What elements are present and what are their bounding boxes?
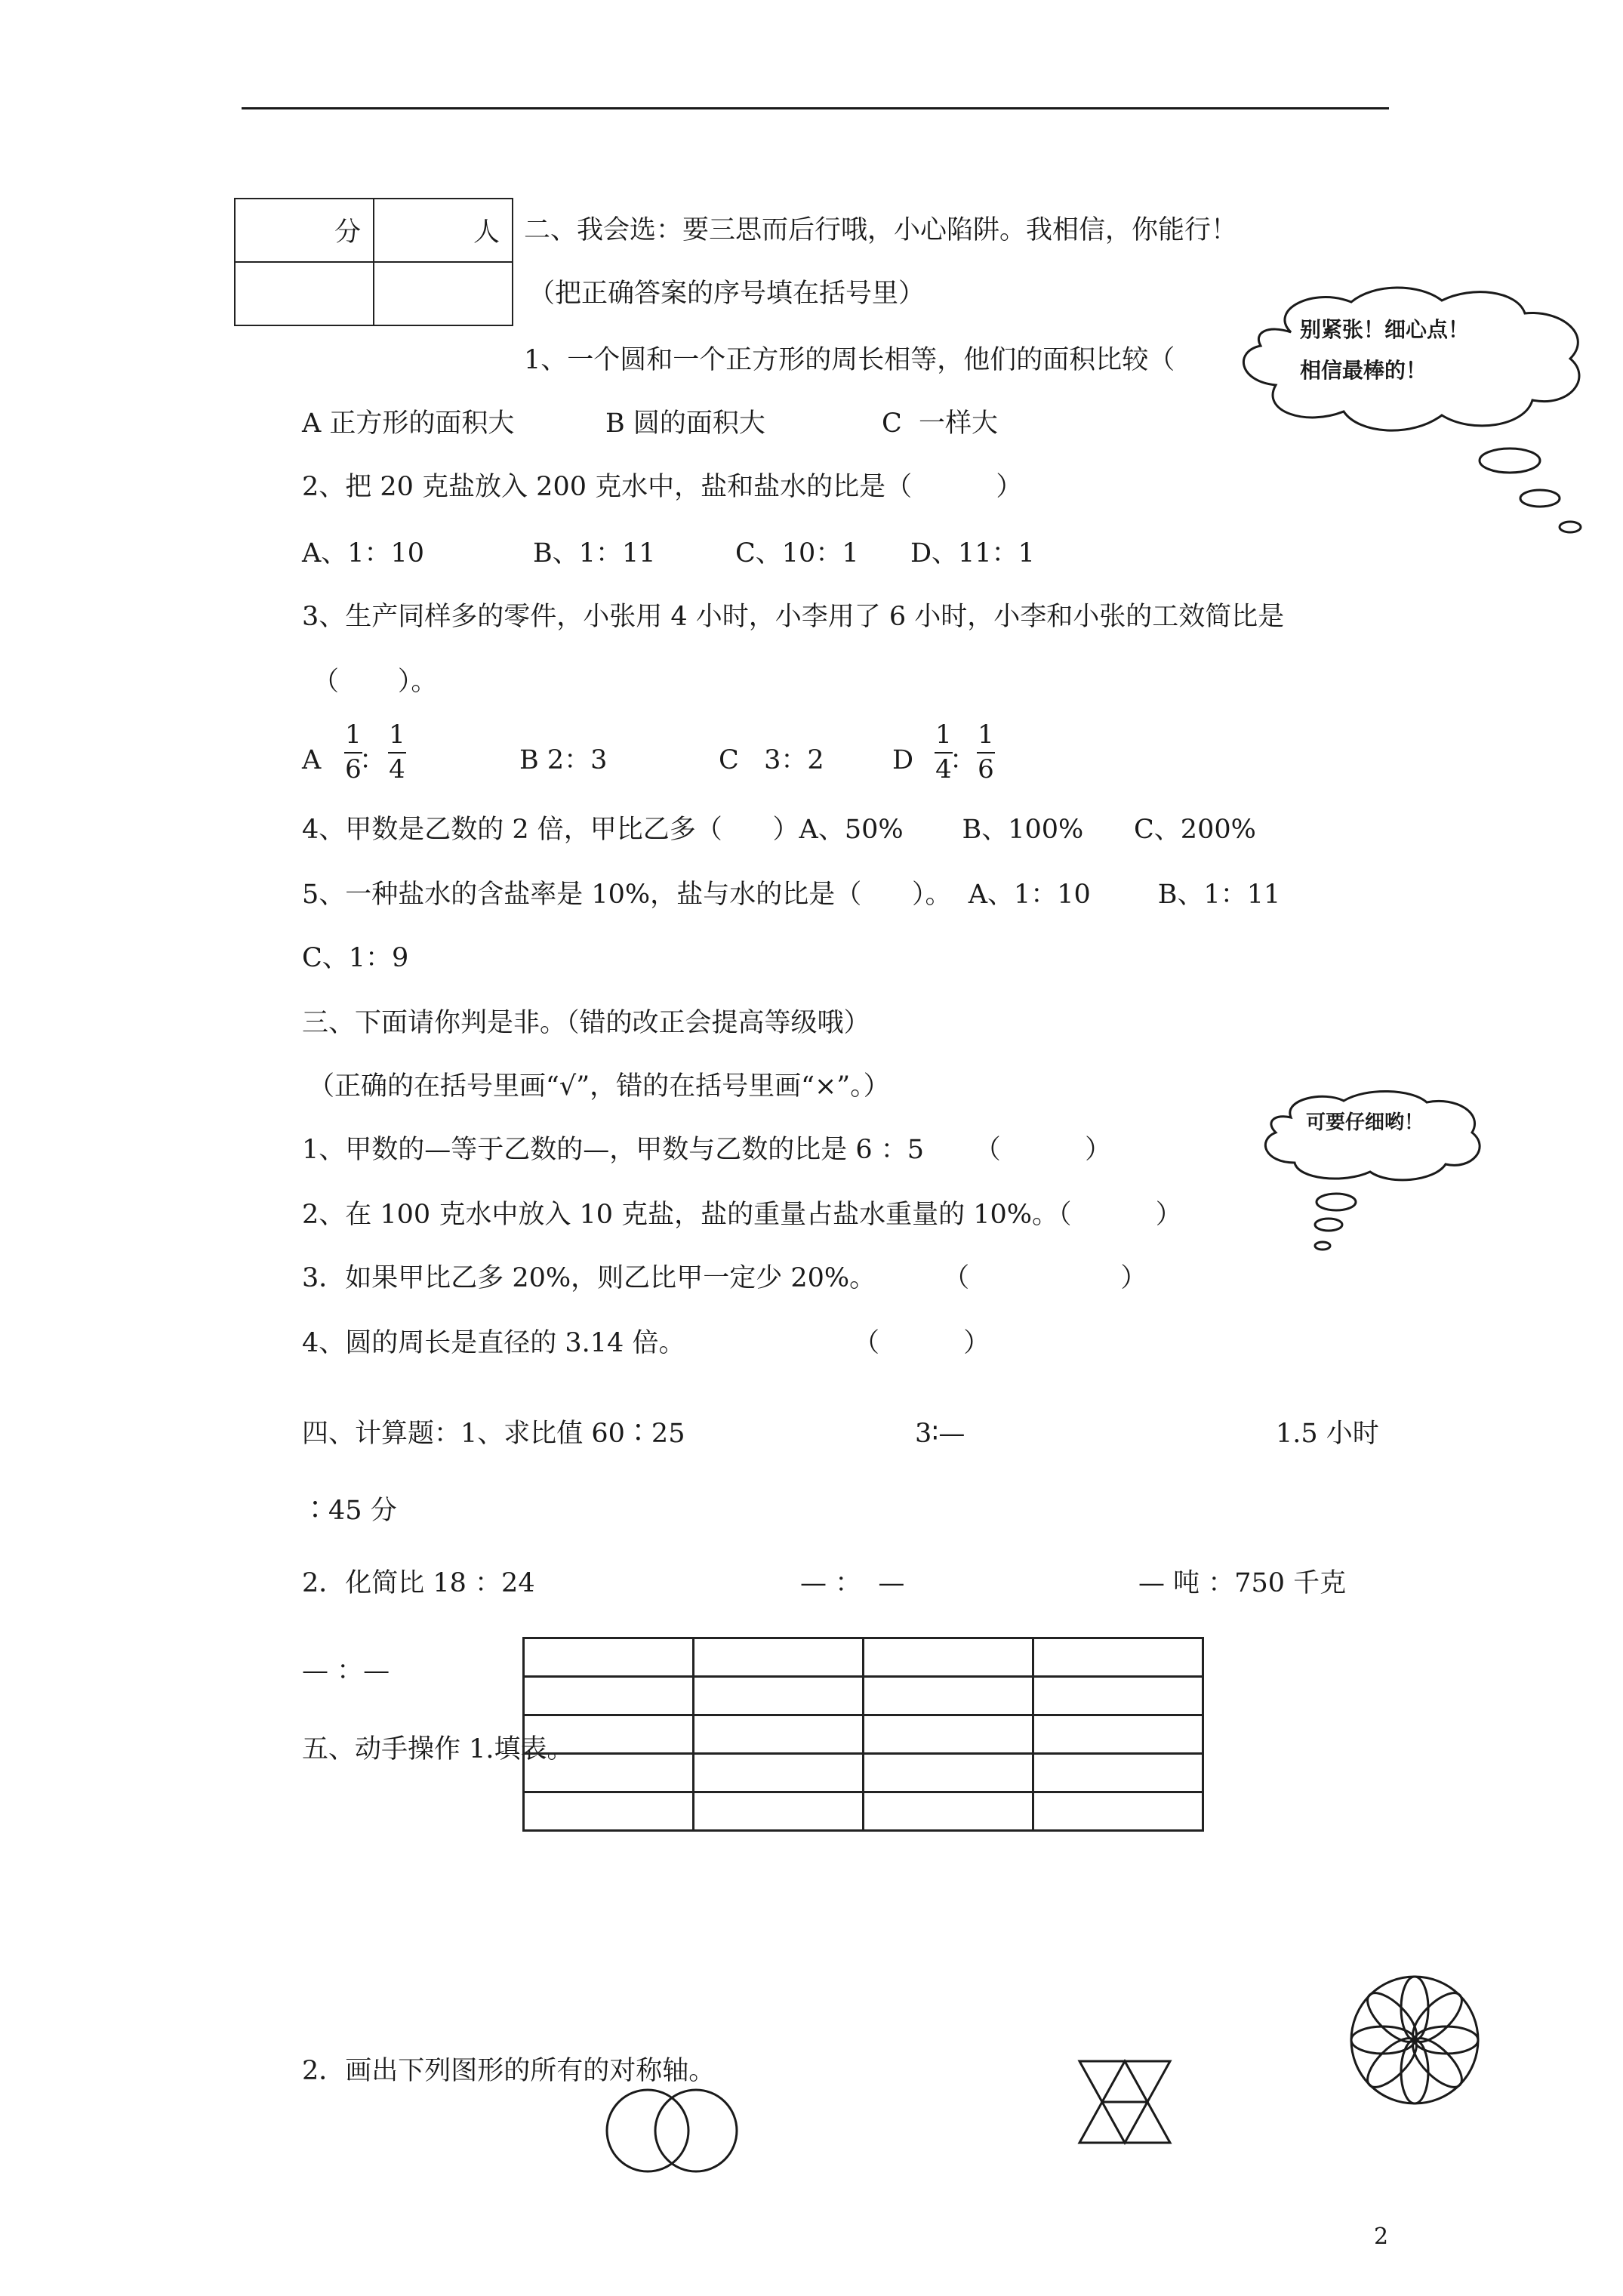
flower-circle-figure — [1347, 1972, 1483, 2108]
q3-answer-blank: （ ）。 — [313, 667, 438, 697]
grader-label: 人 — [374, 199, 513, 262]
q1-option-b: B 圆的面积大 — [605, 408, 765, 439]
q3-a-separator: ： — [359, 745, 387, 775]
table-row — [524, 1792, 1203, 1831]
question-2-3: 3、生产同样多的零件，小张用 4 小时，小李用了 6 小时，小李和小张的工效简比是 — [302, 602, 1285, 632]
section2-instruction: （把正确答案的序号填在括号里） — [528, 279, 925, 309]
table-cell[interactable] — [524, 1638, 694, 1677]
q1-option-a: A 正方形的面积大 — [302, 408, 515, 439]
section3-title: 三、下面请你判是非。（错的改正会提高等级哦） — [302, 1008, 870, 1038]
section5-title: 五、动手操作 1.填表。 — [302, 1734, 574, 1764]
table-cell[interactable] — [864, 1715, 1033, 1754]
question-2-4: 4、甲数是乙数的 2 倍，甲比乙多（ ）A、50% B、100% C、200% — [302, 815, 1256, 845]
section4-line1-a: 四、计算题：1、求比值 60∶25 — [302, 1419, 685, 1449]
overlapping-circles-figure — [604, 2084, 747, 2174]
table-cell[interactable] — [1033, 1677, 1203, 1715]
table-cell[interactable] — [524, 1792, 694, 1831]
section4-line1-b: 3∶— — [915, 1419, 965, 1449]
q3-option-c: C 3：2 — [719, 745, 824, 775]
table-cell[interactable] — [524, 1677, 694, 1715]
table-row — [524, 1638, 1203, 1677]
section4-line2-b: — ： — — [800, 1568, 905, 1598]
bubble-1-line-1: 别紧张！细心点！ — [1300, 317, 1470, 342]
judge-item-3: 3．如果甲比乙多 20%，则乙比甲一定少 20%。 （ ） — [302, 1263, 1147, 1293]
question-2-1: 1、一个圆和一个正方形的周长相等，他们的面积比较（ — [524, 345, 1175, 375]
table-cell[interactable] — [864, 1638, 1033, 1677]
q3-option-a-label: A — [302, 745, 322, 775]
table-cell[interactable] — [694, 1638, 864, 1677]
bubble-2-text: 可要仔细哟！ — [1306, 1111, 1424, 1134]
fill-in-table — [522, 1637, 1204, 1832]
header-rule — [242, 107, 1389, 109]
table-cell[interactable] — [694, 1754, 864, 1792]
table-row — [524, 1677, 1203, 1715]
section4-line1-c: 1.5 小时 — [1276, 1419, 1379, 1449]
question-2-5: 5、一种盐水的含盐率是 10%，盐与水的比是（ ）。 A、1：10 B、1：11 — [302, 880, 1281, 910]
q3-d-separator: ： — [950, 745, 977, 775]
section4-line2-c: — 吨 ：750 千克 — [1138, 1568, 1347, 1598]
section4-line1-cont: ∶45 分 — [302, 1496, 397, 1526]
fraction-denominator: 6 — [978, 754, 994, 784]
table-cell[interactable] — [694, 1792, 864, 1831]
question-2-2: 2、把 20 克盐放入 200 克水中，盐和盐水的比是（ ） — [302, 472, 1023, 502]
fraction-bar — [977, 752, 995, 754]
table-cell[interactable] — [1033, 1792, 1203, 1831]
question-2-5-continued: C、1：9 — [302, 943, 409, 973]
table-cell[interactable] — [864, 1677, 1033, 1715]
fraction-numerator: 1 — [935, 720, 952, 750]
fraction-numerator: 1 — [978, 720, 994, 750]
section2-title: 二、我会选：要三思而后行哦，小心陷阱。我相信，你能行！ — [524, 215, 1238, 245]
score-cell[interactable] — [235, 262, 374, 325]
table-cell[interactable] — [1033, 1715, 1203, 1754]
judge-item-2: 2、在 100 克水中放入 10 克盐，盐的重量占盐水重量的 10%。（ ） — [302, 1200, 1182, 1230]
section4-line2-a: 2．化简比 18 ：24 — [302, 1568, 535, 1598]
fraction-denominator: 6 — [345, 754, 362, 784]
q3-option-d-label: D — [892, 745, 914, 775]
q2-option-c: C、10：1 — [735, 538, 859, 569]
section3-instruction: （正确的在括号里画“√”，错的在括号里画“×”。） — [308, 1071, 890, 1102]
table-row — [524, 1754, 1203, 1792]
bubble-1-line-2: 相信最棒的！ — [1300, 358, 1427, 383]
table-cell[interactable] — [524, 1754, 694, 1792]
judge-item-4: 4、圆的周长是直径的 3.14 倍。 （ ） — [302, 1328, 990, 1358]
fraction-denominator: 4 — [389, 754, 405, 784]
page-number: 2 — [1374, 2224, 1389, 2250]
fraction-denominator: 4 — [935, 754, 952, 784]
score-box — [234, 198, 513, 326]
table-cell[interactable] — [524, 1715, 694, 1754]
table-cell[interactable] — [1033, 1754, 1203, 1792]
q2-option-d: D、11：1 — [910, 538, 1035, 569]
fraction-bar — [388, 752, 406, 754]
score-label: 分 — [235, 199, 374, 262]
q2-option-b: B、1：11 — [533, 538, 656, 569]
grader-cell[interactable] — [374, 262, 513, 325]
table-cell[interactable] — [694, 1715, 864, 1754]
q3-option-b: B 2：3 — [519, 745, 608, 775]
fraction-numerator: 1 — [345, 720, 362, 750]
table-cell[interactable] — [694, 1677, 864, 1715]
table-cell[interactable] — [1033, 1638, 1203, 1677]
table-cell[interactable] — [864, 1792, 1033, 1831]
judge-item-1: 1、甲数的—等于乙数的—，甲数与乙数的比是 6 ：5 （ ） — [302, 1135, 1112, 1165]
fraction-numerator: 1 — [389, 720, 405, 750]
q3-d-fraction-2 — [977, 722, 995, 783]
section4-line2-cont: — ：— — [302, 1656, 390, 1686]
q2-option-a: A、1：10 — [302, 538, 425, 569]
table-cell[interactable] — [864, 1754, 1033, 1792]
table-row — [524, 1715, 1203, 1754]
section5-task2: 2．画出下列图形的所有的对称轴。 — [302, 2056, 716, 2086]
q1-option-c: C 一样大 — [882, 408, 999, 439]
triangles-figure — [1072, 2054, 1185, 2152]
q3-a-fraction-2 — [388, 722, 406, 783]
